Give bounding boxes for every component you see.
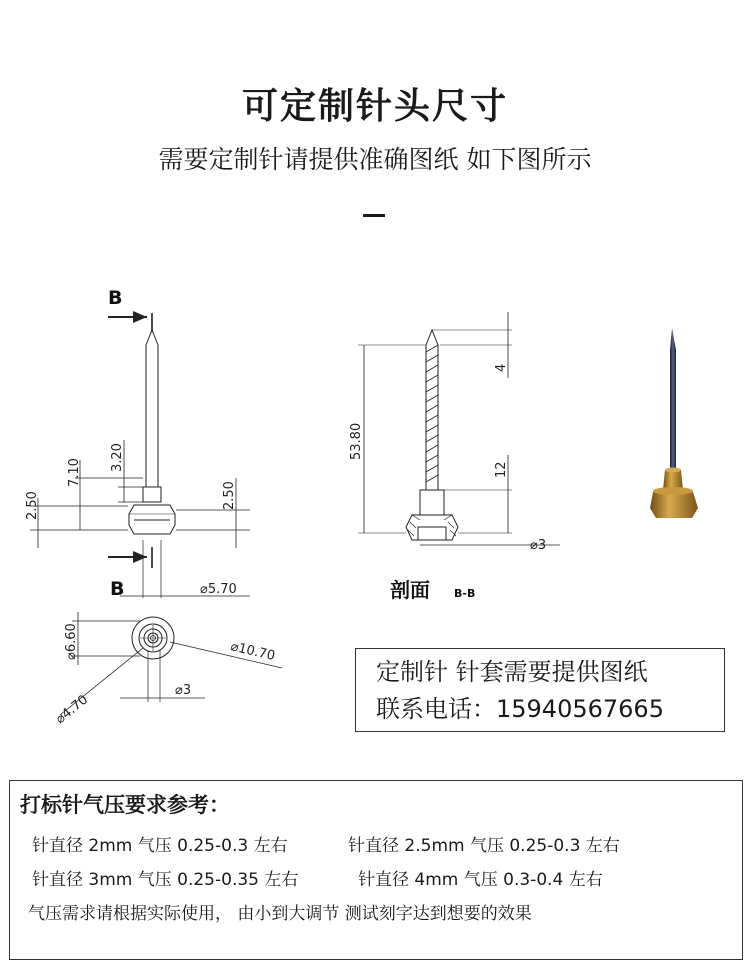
needle-section <box>358 312 560 545</box>
reference-row-1a: 针直径 2mm 气压 0.25-0.3 左右 <box>32 836 288 856</box>
dim-dia-10-70: ⌀10.70 <box>229 639 277 665</box>
dim-4: 4 <box>494 363 509 372</box>
reference-row-2b: 针直径 4mm 气压 0.3-0.4 左右 <box>358 870 603 890</box>
page-subtitle: 需要定制针请提供准确图纸 如下图所示 <box>158 145 592 174</box>
needle-3d-render <box>650 328 698 518</box>
reference-row-2a: 针直径 3mm 气压 0.25-0.35 左右 <box>32 870 299 890</box>
air-pressure-reference <box>9 780 743 960</box>
reference-row-1b: 针直径 2.5mm 气压 0.25-0.3 左右 <box>348 836 620 856</box>
reference-note: 气压需求请根据实际使用， 由小到大调节 测试刻字达到想要的效果 <box>28 904 532 924</box>
dim-dia-6-60: ⌀6.60 <box>64 623 79 660</box>
dim-2-50-right: 2.50 <box>222 481 237 510</box>
section-letter-bottom: B <box>110 578 125 600</box>
dim-2-50-left: 2.50 <box>25 491 40 520</box>
contact-phone: 联系电话：15940567665 <box>376 695 664 723</box>
contact-line-1: 定制针 针套需要提供图纸 <box>376 658 648 686</box>
dim-3-20: 3.20 <box>110 443 125 472</box>
page-title: 可定制针头尺寸 <box>241 86 508 127</box>
dim-dia-5-70: ⌀5.70 <box>200 582 237 597</box>
dim-dia-3-section: ⌀3 <box>530 538 547 553</box>
dim-53-80: 53.80 <box>349 422 364 460</box>
needle-plan-view <box>60 612 282 715</box>
section-caption-suffix: B-B <box>454 587 476 600</box>
dim-7-10: 7.10 <box>67 458 82 487</box>
dim-dia-3-plan: ⌀3 <box>175 683 192 698</box>
contact-box <box>355 648 725 732</box>
dim-dia-4-70: ⌀4.70 <box>53 692 92 728</box>
needle-elevation <box>30 313 250 598</box>
reference-title: 打标针气压要求参考： <box>20 793 230 817</box>
section-caption: 剖面 <box>390 578 430 602</box>
dim-12: 12 <box>494 461 509 478</box>
section-letter-top: B <box>108 287 123 309</box>
